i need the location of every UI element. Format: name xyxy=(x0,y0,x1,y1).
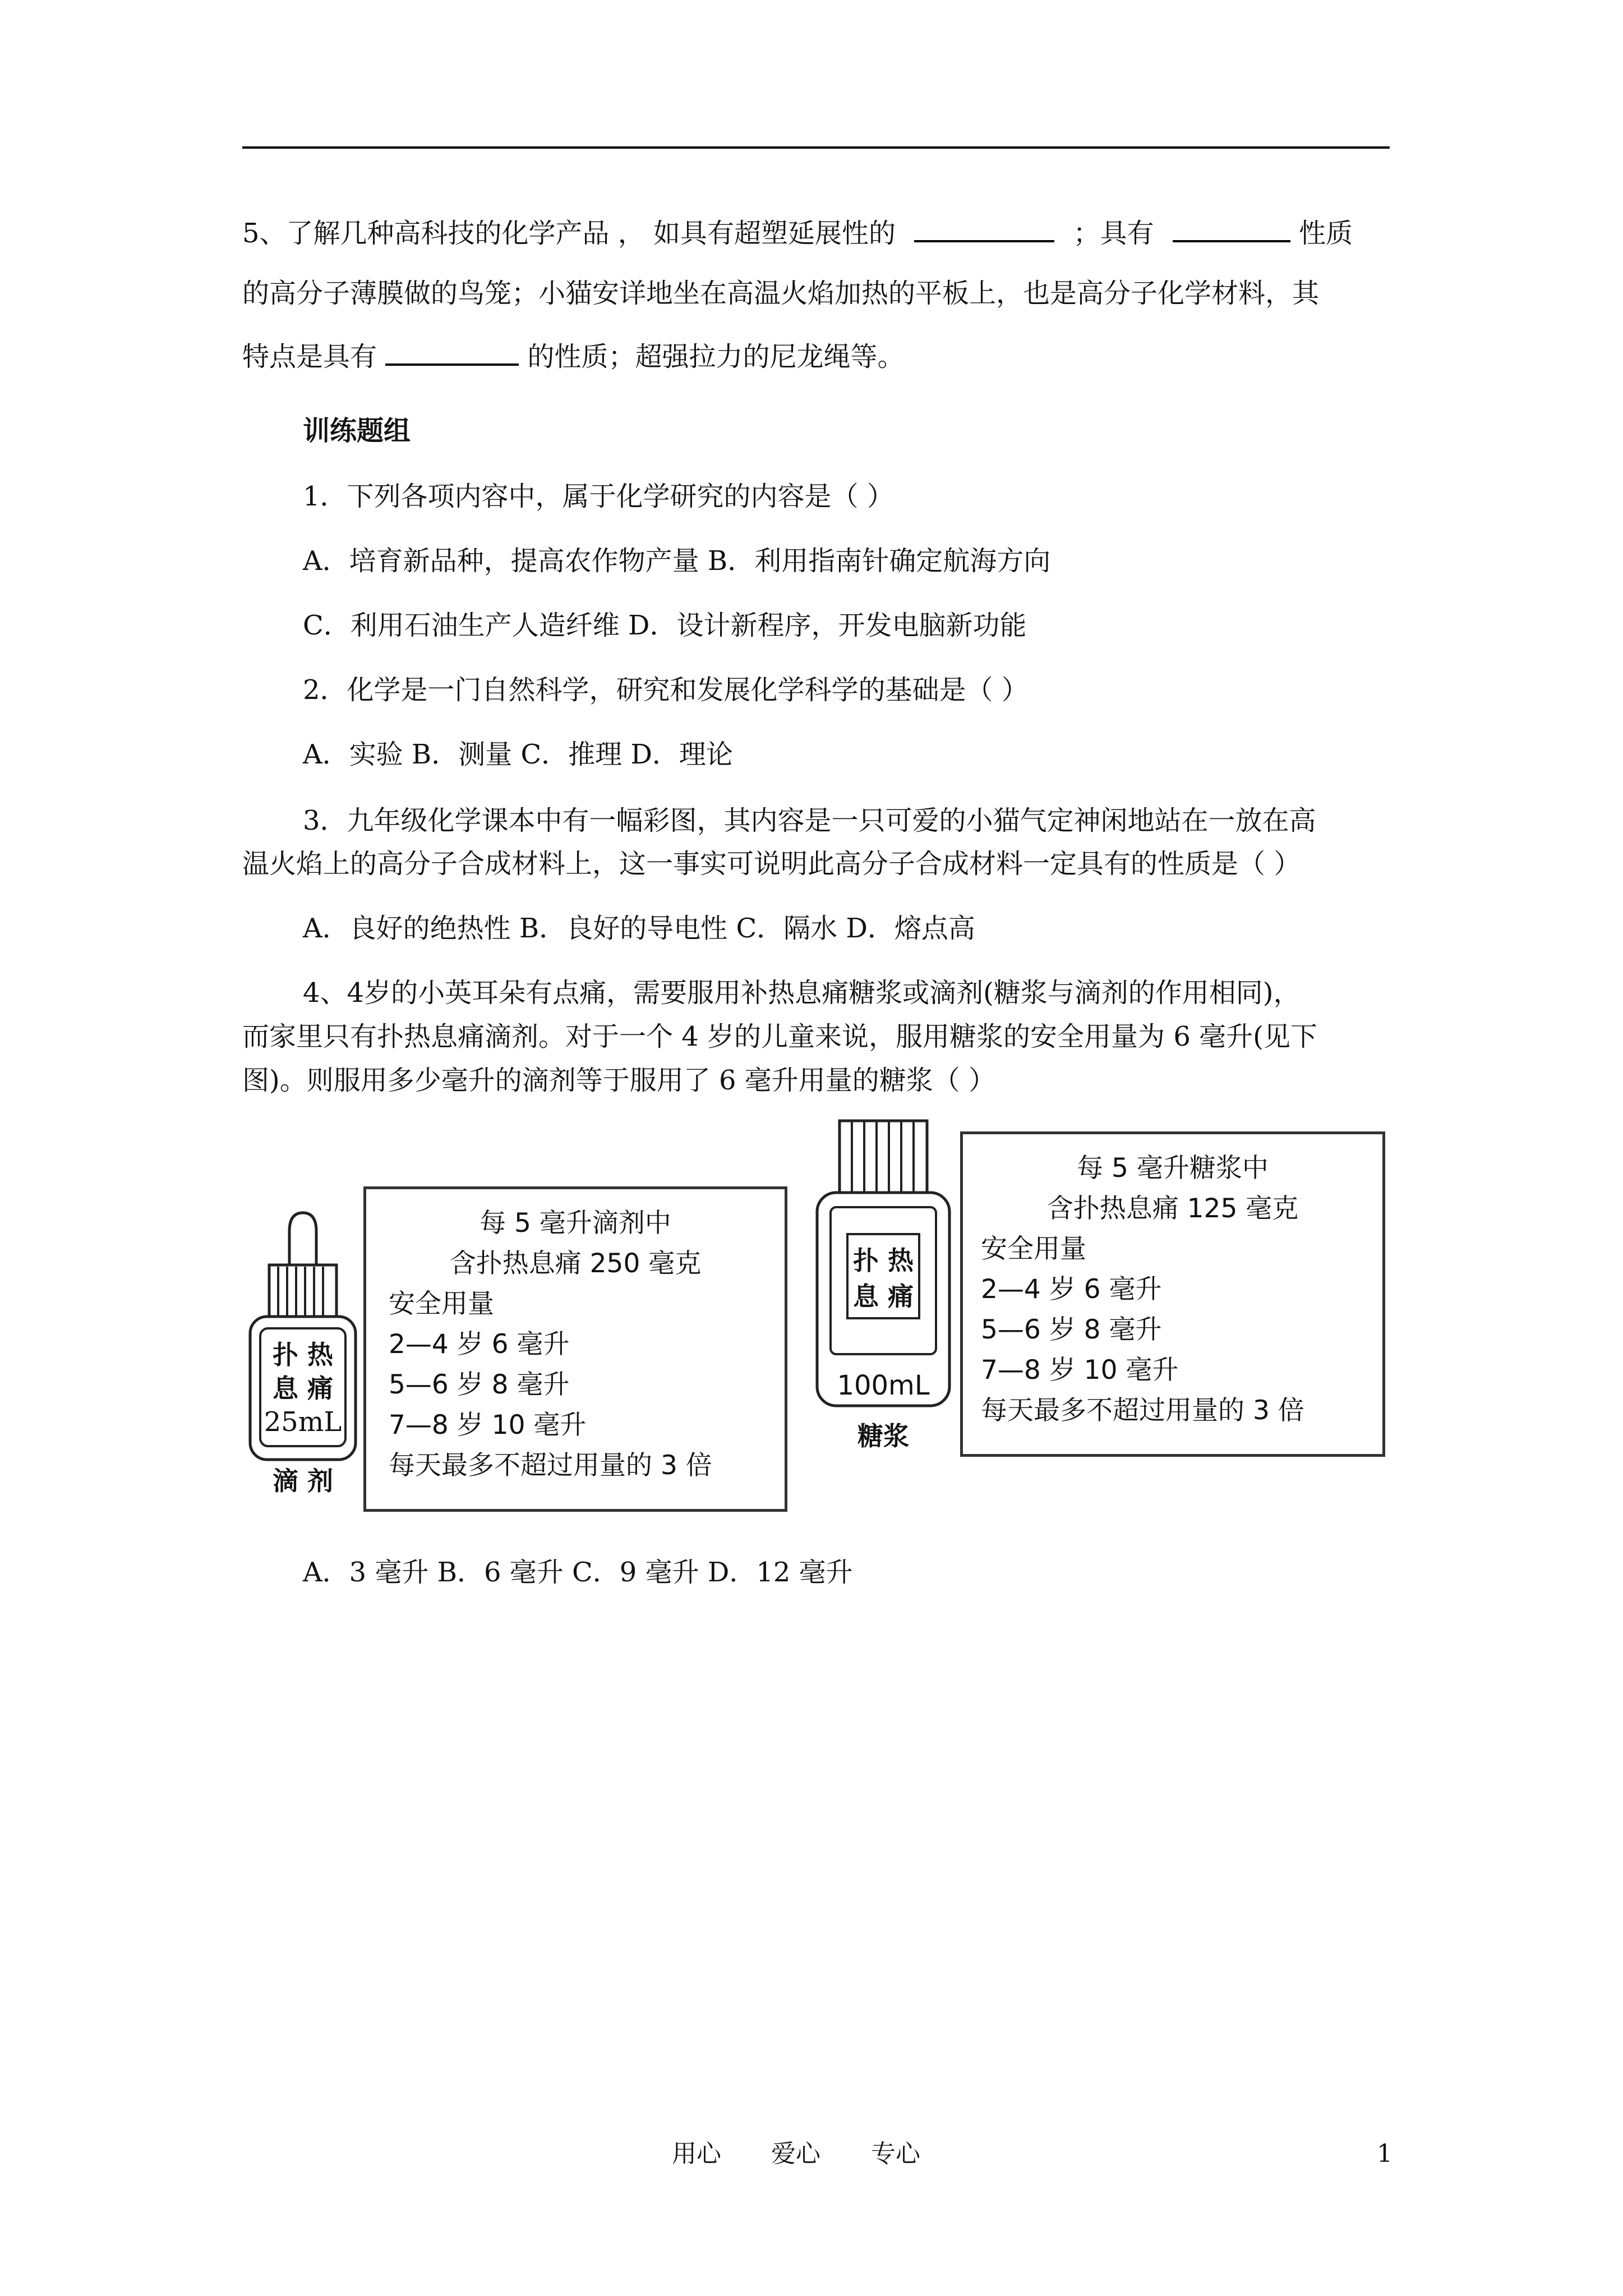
drops-bottle-volume: 25mL xyxy=(264,1406,342,1438)
q5-blank-1 xyxy=(914,213,1054,242)
q4-options: A．3 毫升 B．6 毫升 C．9 毫升 D．12 毫升 xyxy=(303,1557,853,1588)
q5-line3 xyxy=(242,337,905,375)
syrup-caption: 糖浆 xyxy=(857,1421,909,1451)
q5-line2: 的高分子薄膜做的鸟笼；小猫安详地坐在高温火焰加热的平板上，也是高分子化学材料，其 xyxy=(242,278,1320,309)
syrup-info-box xyxy=(960,1131,1385,1457)
header-rule xyxy=(242,146,1390,149)
q5-text-d: 特点是具有 xyxy=(242,341,377,372)
q1-options-line2: C．利用石油生产人造纤维 D．设计新程序，开发电脑新功能 xyxy=(303,610,1027,641)
q2-stem: 2．化学是一门自然科学，研究和发展化学科学的基础是（ ） xyxy=(303,674,1029,706)
drops-info-line-5: 5—6 岁 8 毫升 xyxy=(389,1369,570,1400)
drops-caption: 滴 剂 xyxy=(272,1466,333,1496)
q5-text-e: 的性质；超强拉力的尼龙绳等。 xyxy=(527,341,905,372)
q5-blank-3 xyxy=(385,337,519,366)
q5-text-c: 性质 xyxy=(1299,218,1353,249)
footer-item-3: 专心 xyxy=(871,2139,920,2168)
q4-stem-line2: 而家里只有扑热息痛滴剂。对于一个 4 岁的儿童来说，服用糖浆的安全用量为 6 毫升(见下 xyxy=(242,1021,1317,1052)
syrup-info-line-4: 2—4 岁 6 毫升 xyxy=(981,1274,1162,1305)
drops-info-line-4: 2—4 岁 6 毫升 xyxy=(389,1329,570,1360)
q5-text-a: 5、了解几种高科技的化学产品 ， 如具有超塑延展性的 xyxy=(242,218,896,249)
q2-options: A．实验 B．测量 C．推理 D．理论 xyxy=(303,739,733,770)
q5-text-b: ；具有 xyxy=(1073,218,1154,249)
q5-blank-2 xyxy=(1173,213,1290,242)
syrup-bottle-volume: 100mL xyxy=(837,1370,930,1401)
q5-line1 xyxy=(242,213,1353,252)
syrup-info-line-1: 每 5 毫升糖浆中 xyxy=(1077,1153,1269,1184)
q4-stem-line1: 4、4岁的小英耳朵有点痛，需要服用补热息痛糖浆或滴剂(糖浆与滴剂的作用相同)， xyxy=(303,977,1301,1009)
syrup-info-line-5: 5—6 岁 8 毫升 xyxy=(981,1314,1162,1345)
syrup-info-line-3: 安全用量 xyxy=(981,1234,1086,1264)
drops-info-line-7: 每天最多不超过用量的 3 倍 xyxy=(389,1450,712,1481)
drops-info-line-3: 安全用量 xyxy=(389,1289,494,1319)
q4-stem-line3: 图)。则服用多少毫升的滴剂等于服用了 6 毫升用量的糖浆（ ） xyxy=(242,1065,996,1096)
drops-info-line-2: 含扑热息痛 250 毫克 xyxy=(449,1248,702,1279)
drops-bottle-label-2: 息 痛 xyxy=(272,1373,333,1404)
syrup-bottle-label-2: 息 痛 xyxy=(852,1281,914,1312)
section-title: 训练题组 xyxy=(303,415,411,447)
drops-info-box xyxy=(363,1186,787,1512)
q3-stem-line2: 温火焰上的高分子合成材料上，这一事实可说明此高分子合成材料一定具有的性质是（ ） xyxy=(242,848,1301,880)
q3-stem-line1: 3．九年级化学课本中有一幅彩图，其内容是一只可爱的小猫气定神闲地站在一放在高 xyxy=(303,805,1316,836)
q1-options-line1: A．培育新品种，提高农作物产量 B．利用指南针确定航海方向 xyxy=(303,545,1051,577)
syrup-info-line-2: 含扑热息痛 125 毫克 xyxy=(1046,1193,1299,1224)
footer-item-1: 用心 xyxy=(672,2139,721,2168)
drops-bottle-label-1: 扑 热 xyxy=(272,1340,333,1370)
drops-info-line-1: 每 5 毫升滴剂中 xyxy=(479,1208,671,1239)
drops-info-line-6: 7—8 岁 10 毫升 xyxy=(389,1410,587,1441)
q1-stem: 1．下列各项内容中，属于化学研究的内容是（ ） xyxy=(303,481,894,512)
syrup-bottle-label-1: 扑 热 xyxy=(852,1245,914,1276)
q3-options: A．良好的绝热性 B．良好的导电性 C．隔水 D．熔点高 xyxy=(303,913,975,944)
footer-item-2: 爱心 xyxy=(771,2139,820,2168)
syrup-info-line-7: 每天最多不超过用量的 3 倍 xyxy=(981,1395,1304,1426)
page-number: 1 xyxy=(1377,2139,1393,2168)
syrup-info-line-6: 7—8 岁 10 毫升 xyxy=(981,1355,1179,1386)
